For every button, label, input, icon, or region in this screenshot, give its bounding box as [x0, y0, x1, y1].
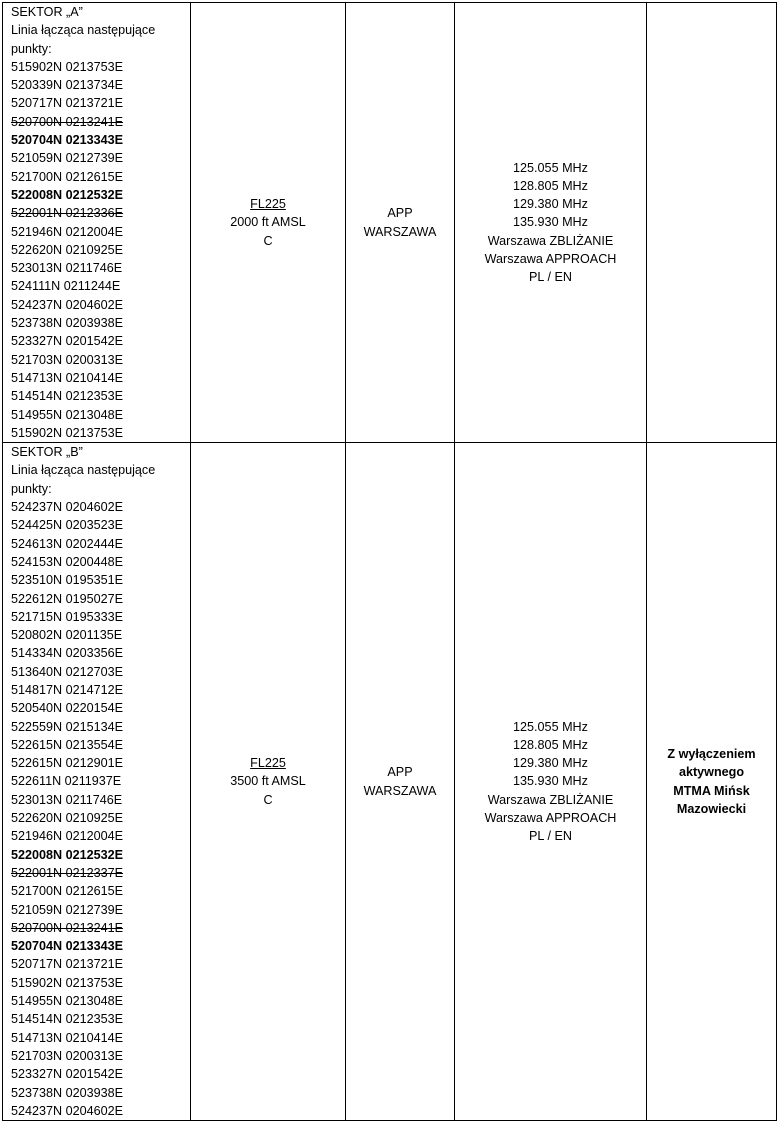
- frequency-line: 129.380 MHz: [513, 756, 588, 771]
- controlling-unit-cell: [346, 3, 455, 443]
- frequency-line: Warszawa ZBLIŻANIE: [487, 792, 614, 807]
- frequency-line: 128.805 MHz: [513, 737, 588, 752]
- coordinate-point: 515902N 0213753E: [11, 425, 124, 440]
- controlling-unit-cell: [346, 443, 455, 1121]
- coordinate-point: 523013N 0211746E: [11, 261, 123, 276]
- sector-description-line: punkty:: [11, 481, 52, 496]
- frequency-line: 125.055 MHz: [513, 719, 588, 734]
- frequencies-cell: [455, 3, 647, 443]
- coordinate-point: 520700N 0213241E: [11, 114, 124, 129]
- coordinate-point: 522611N 0211937E: [11, 774, 122, 789]
- coordinate-point: 520717N 0213721E: [11, 957, 124, 972]
- frequency-line: Warszawa ZBLIŻANIE: [487, 233, 614, 248]
- coordinate-point: 515902N 0213753E: [11, 59, 124, 74]
- table-body: [3, 3, 777, 1121]
- coordinate-point: 523510N 0195351E: [11, 573, 124, 588]
- remarks-cell: [647, 443, 777, 1121]
- coordinate-point: 520704N 0213343E: [11, 939, 124, 954]
- coordinate-point: 521703N 0200313E: [11, 1048, 124, 1063]
- coordinate-point: 522008N 0212532E: [11, 847, 124, 862]
- remark-line: Z wyłączeniem: [667, 747, 756, 762]
- coordinate-point: 522620N 0210925E: [11, 242, 124, 257]
- coordinate-point: 515902N 0213753E: [11, 975, 124, 990]
- coordinate-point: 513640N 0212703E: [11, 664, 124, 679]
- coordinate-point: 521946N 0212004E: [11, 829, 124, 844]
- coordinate-point: 514955N 0213048E: [11, 407, 124, 422]
- sector-description-line: punkty:: [11, 41, 52, 56]
- frequency-line: PL / EN: [529, 270, 572, 285]
- frequency-line: 135.930 MHz: [513, 774, 588, 789]
- coordinate-point: 523738N 0203938E: [11, 316, 124, 331]
- coordinate-point: 524153N 0200448E: [11, 554, 124, 569]
- coordinate-point: 522008N 0212532E: [11, 187, 124, 202]
- unit-name: WARSZAWA: [363, 783, 437, 798]
- upper-limit: FL225: [250, 197, 286, 212]
- coordinate-point: 522615N 0213554E: [11, 737, 124, 752]
- coordinate-point: 524613N 0202444E: [11, 536, 124, 551]
- frequency-line: 135.930 MHz: [513, 215, 588, 230]
- coordinate-point: 520700N 0213241E: [11, 920, 124, 935]
- frequency-line: Warszawa APPROACH: [484, 252, 617, 266]
- unit-name: APP: [387, 206, 413, 221]
- coordinate-point: 520540N 0220154E: [11, 701, 124, 716]
- coordinate-point: 514713N 0210414E: [11, 1030, 124, 1045]
- unit-name: APP: [387, 765, 413, 780]
- sector-description-line: Linia łącząca następujące: [11, 23, 156, 38]
- coordinate-point: 522620N 0210925E: [11, 811, 124, 826]
- coordinate-point: 520802N 0201135E: [11, 628, 123, 643]
- coordinate-point: 524425N 0203523E: [11, 518, 124, 533]
- sector-description-line: Linia łącząca następujące: [11, 463, 156, 478]
- coordinate-point: 514713N 0210414E: [11, 370, 124, 385]
- airspace-class: C: [263, 233, 273, 248]
- frequency-line: 129.380 MHz: [513, 197, 588, 212]
- frequency-line: 125.055 MHz: [513, 160, 588, 175]
- coordinate-point: 522001N 0212337E: [11, 865, 124, 880]
- frequency-line: Warszawa APPROACH: [484, 811, 617, 826]
- unit-name: WARSZAWA: [363, 224, 437, 239]
- coordinate-point: 523327N 0201542E: [11, 1067, 124, 1082]
- remarks-cell: [647, 3, 777, 443]
- coordinate-point: 521946N 0212004E: [11, 224, 124, 239]
- coordinate-point: 521715N 0195333E: [11, 609, 124, 624]
- coordinate-point: 523327N 0201542E: [11, 334, 124, 349]
- coordinate-point: 524111N 0211244E: [11, 279, 121, 294]
- coordinate-point: 522559N 0215134E: [11, 719, 124, 734]
- sector-row: [3, 3, 777, 443]
- coordinate-point: 521703N 0200313E: [11, 352, 124, 367]
- sector-title: SEKTOR „B”: [11, 445, 83, 460]
- coordinate-point: 514955N 0213048E: [11, 994, 124, 1009]
- remark-line: aktywnego: [678, 765, 745, 780]
- sector-title: SEKTOR „A”: [11, 5, 83, 19]
- coordinate-point: 523013N 0211746E: [11, 792, 123, 807]
- frequency-line: 128.805 MHz: [513, 178, 588, 193]
- coordinate-point: 522001N 0212336E: [11, 206, 124, 221]
- coordinate-point: 520339N 0213734E: [11, 78, 124, 93]
- remark-line: Mazowiecki: [676, 801, 747, 816]
- coordinate-point: 520704N 0213343E: [11, 133, 124, 148]
- coordinate-point: 521700N 0212615E: [11, 884, 124, 899]
- frequency-line: PL / EN: [529, 829, 572, 844]
- vertical-limits-cell: [191, 443, 346, 1121]
- upper-limit: FL225: [250, 756, 286, 771]
- coordinate-point: 524237N 0204602E: [11, 297, 124, 312]
- vertical-limits-cell: [191, 3, 346, 443]
- lower-limit: 2000 ft AMSL: [230, 215, 306, 230]
- sector-row: [3, 443, 777, 1121]
- coordinate-point: 524237N 0204602E: [11, 1103, 124, 1118]
- sector-definition-cell: [3, 3, 191, 443]
- coordinate-point: 522615N 0212901E: [11, 756, 124, 771]
- coordinate-point: 523738N 0203938E: [11, 1085, 124, 1100]
- coordinate-point: 514514N 0212353E: [11, 1012, 124, 1027]
- airspace-class: C: [263, 792, 273, 807]
- remark-line: MTMA Mińsk: [673, 783, 750, 798]
- coordinate-point: 521059N 0212739E: [11, 902, 124, 917]
- coordinate-point: 514514N 0212353E: [11, 389, 124, 404]
- coordinate-point: 521059N 0212739E: [11, 151, 124, 166]
- coordinate-point: 520717N 0213721E: [11, 96, 124, 111]
- coordinate-point: 514817N 0214712E: [11, 682, 124, 697]
- coordinate-point: 521700N 0212615E: [11, 169, 124, 184]
- airspace-sectors-table: [2, 2, 777, 1121]
- coordinate-point: 514334N 0203356E: [11, 646, 124, 661]
- coordinate-point: 522612N 0195027E: [11, 591, 124, 606]
- lower-limit: 3500 ft AMSL: [230, 774, 306, 789]
- frequencies-cell: [455, 443, 647, 1121]
- coordinate-point: 524237N 0204602E: [11, 500, 124, 515]
- sector-definition-cell: [3, 443, 191, 1121]
